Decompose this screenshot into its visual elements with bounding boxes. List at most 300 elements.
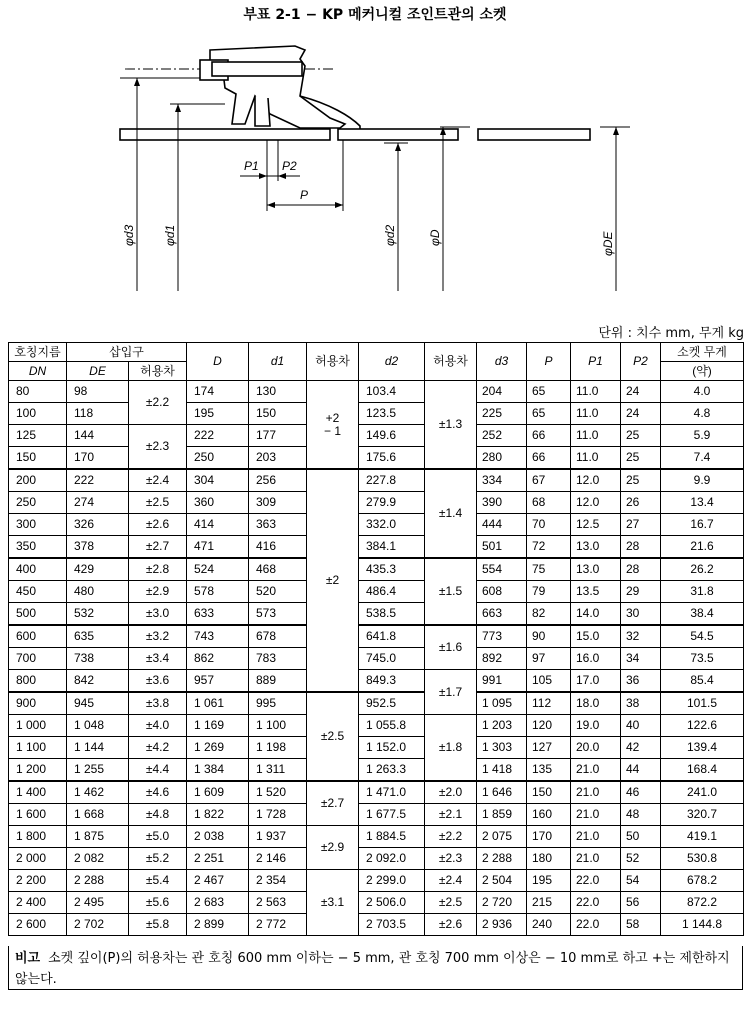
- cell-de-tol: [129, 603, 187, 626]
- cell-de-tol: [129, 558, 187, 581]
- cell-d2-tol: [425, 870, 477, 892]
- cell-dn: 700: [9, 648, 67, 670]
- cell-weight: 139.4: [661, 737, 744, 759]
- header-de: DE: [67, 362, 129, 381]
- cell-de: 945: [67, 692, 129, 715]
- cell-d2-tol-line: ±1.8: [438, 740, 463, 754]
- table-row: [9, 403, 744, 425]
- cell-d1: 573: [249, 603, 307, 626]
- cell-P1: 11.0: [571, 447, 621, 470]
- cell-P1: 12.5: [571, 514, 621, 536]
- cell-de: 98: [67, 381, 129, 403]
- cell-de-tol: [129, 848, 187, 870]
- cell-d1: 256: [249, 469, 307, 492]
- cell-D: 2 899: [187, 914, 249, 936]
- cell-P: 240: [527, 914, 571, 936]
- cell-D: 174: [187, 381, 249, 403]
- cell-d2-tol-line: ±2.1: [438, 807, 463, 821]
- cell-de: 1 875: [67, 826, 129, 848]
- table-row: [9, 781, 744, 804]
- cell-d1: 468: [249, 558, 307, 581]
- table-row: [9, 759, 744, 782]
- cell-d1-tol-line: +2: [325, 410, 340, 425]
- cell-de: 1 462: [67, 781, 129, 804]
- table-row: [9, 848, 744, 870]
- cell-d2: 486.4: [359, 581, 425, 603]
- cell-d2-tol: [425, 892, 477, 914]
- cell-D: 578: [187, 581, 249, 603]
- remark-text: 소켓 깊이(P)의 허용차는 관 호칭 600 mm 이하는 − 5 mm, 관 호칭 700 mm 이상은 − 10 mm로 하고 +는 제한하지 않는다.: [15, 951, 730, 987]
- cell-d1: 130: [249, 381, 307, 403]
- label-d3: φd3: [122, 224, 136, 246]
- cell-weight: 241.0: [661, 781, 744, 804]
- table-row: [9, 425, 744, 447]
- page-title: 부표 2-1 − KP 메커니컬 조인트관의 소켓: [243, 7, 507, 23]
- cell-P2: 38: [621, 692, 661, 715]
- cell-d3: 2 720: [477, 892, 527, 914]
- cell-de-tol-line: ±5.0: [145, 829, 170, 843]
- cell-dn: 600: [9, 625, 67, 648]
- cell-de: 2 495: [67, 892, 129, 914]
- cell-P1: 14.0: [571, 603, 621, 626]
- cell-d2-tol: [425, 381, 477, 470]
- cell-de: 429: [67, 558, 129, 581]
- cell-P2: 44: [621, 759, 661, 782]
- cell-P: 82: [527, 603, 571, 626]
- cell-weight: 101.5: [661, 692, 744, 715]
- cell-d1-tol-line: ±2.9: [320, 840, 345, 854]
- cell-D: 1 609: [187, 781, 249, 804]
- cell-d3: 1 203: [477, 715, 527, 737]
- socket-dimension-table: [8, 342, 744, 936]
- table-row: [9, 581, 744, 603]
- cell-de: 118: [67, 403, 129, 425]
- cell-de-tol: [129, 692, 187, 715]
- cell-P2: 56: [621, 892, 661, 914]
- cell-de: 1 668: [67, 804, 129, 826]
- cell-de-tol: [129, 425, 187, 470]
- cell-d2-tol-line: ±1.6: [438, 640, 463, 654]
- cell-dn: 150: [9, 447, 67, 470]
- table-row: [9, 381, 744, 403]
- label-D: φD: [428, 229, 442, 246]
- header-nominal: 호칭지름: [9, 343, 67, 362]
- cell-P1: 21.0: [571, 781, 621, 804]
- cell-d2: 123.5: [359, 403, 425, 425]
- cell-d3: 1 303: [477, 737, 527, 759]
- cell-de-tol-line: ±5.4: [145, 873, 170, 887]
- cell-de-tol: [129, 759, 187, 782]
- cell-P2: 25: [621, 469, 661, 492]
- table-row: [9, 492, 744, 514]
- cell-dn: 100: [9, 403, 67, 425]
- socket-drawing: [0, 36, 750, 316]
- cell-P: 79: [527, 581, 571, 603]
- header-d2: d2: [359, 343, 425, 381]
- cell-P1: 22.0: [571, 870, 621, 892]
- cell-P2: 46: [621, 781, 661, 804]
- cell-P1: 22.0: [571, 892, 621, 914]
- cell-P: 112: [527, 692, 571, 715]
- cell-d1: 177: [249, 425, 307, 447]
- cell-D: 250: [187, 447, 249, 470]
- cell-d2: 952.5: [359, 692, 425, 715]
- cell-P2: 34: [621, 648, 661, 670]
- cell-de-tol-line: ±2.4: [145, 473, 170, 487]
- cell-D: 360: [187, 492, 249, 514]
- cell-d3: 663: [477, 603, 527, 626]
- cell-d1: 203: [249, 447, 307, 470]
- cell-D: 1 269: [187, 737, 249, 759]
- cell-de-tol-line: ±2.8: [145, 562, 170, 576]
- cell-D: 195: [187, 403, 249, 425]
- cell-de-tol: [129, 804, 187, 826]
- cell-P2: 25: [621, 425, 661, 447]
- cell-dn: 1 400: [9, 781, 67, 804]
- cell-P: 170: [527, 826, 571, 848]
- cell-d2: 2 299.0: [359, 870, 425, 892]
- cell-d2-tol: [425, 804, 477, 826]
- cell-de: 532: [67, 603, 129, 626]
- cell-de-tol: [129, 892, 187, 914]
- cell-d3: 2 504: [477, 870, 527, 892]
- cell-de-tol-line: ±3.0: [145, 606, 170, 620]
- header-D: D: [187, 343, 249, 381]
- cell-P: 75: [527, 558, 571, 581]
- table-row: [9, 870, 744, 892]
- cell-de-tol-line: ±4.8: [145, 807, 170, 821]
- cell-dn: 800: [9, 670, 67, 693]
- label-P1: P1: [244, 159, 259, 173]
- cell-de-tol-line: ±4.0: [145, 718, 170, 732]
- cell-D: 2 251: [187, 848, 249, 870]
- cell-P1: 20.0: [571, 737, 621, 759]
- cell-de-tol-line: ±2.2: [145, 395, 170, 409]
- cell-d2-tol: [425, 848, 477, 870]
- cell-P2: 25: [621, 447, 661, 470]
- cell-weight: 38.4: [661, 603, 744, 626]
- cell-P2: 58: [621, 914, 661, 936]
- header-P2: P2: [621, 343, 661, 381]
- cell-D: 1 061: [187, 692, 249, 715]
- cell-dn: 2 400: [9, 892, 67, 914]
- cell-d1: 309: [249, 492, 307, 514]
- cell-d1: 889: [249, 670, 307, 693]
- cell-de-tol: [129, 914, 187, 936]
- cell-d3: 280: [477, 447, 527, 470]
- remark-box: [8, 946, 743, 990]
- header-P: P: [527, 343, 571, 381]
- cell-d2-tol: [425, 558, 477, 625]
- cell-d1: 995: [249, 692, 307, 715]
- cell-de-tol-line: ±4.2: [145, 740, 170, 754]
- label-d1: φd1: [163, 224, 177, 246]
- cell-d2: 1 055.8: [359, 715, 425, 737]
- cell-P1: 17.0: [571, 670, 621, 693]
- cell-de: 2 288: [67, 870, 129, 892]
- cell-weight: 678.2: [661, 870, 744, 892]
- cell-d1-tol-line: ±3.1: [320, 895, 345, 909]
- cell-de: 1 048: [67, 715, 129, 737]
- table-row: [9, 670, 744, 693]
- cell-d3: 501: [477, 536, 527, 559]
- cell-d1-tol: [307, 781, 359, 826]
- cell-de-tol-line: ±2.5: [145, 495, 170, 509]
- cell-D: 524: [187, 558, 249, 581]
- cell-de-tol: [129, 536, 187, 559]
- cell-D: 633: [187, 603, 249, 626]
- cell-d3: 390: [477, 492, 527, 514]
- cell-de-tol-line: ±5.6: [145, 895, 170, 909]
- cell-d1: 416: [249, 536, 307, 559]
- header-dn: DN: [9, 362, 67, 381]
- cell-P: 66: [527, 425, 571, 447]
- cell-weight: 9.9: [661, 469, 744, 492]
- cell-weight: 73.5: [661, 648, 744, 670]
- table-row: [9, 914, 744, 936]
- cell-d3: 334: [477, 469, 527, 492]
- header-tol-d1: 허용차: [307, 343, 359, 381]
- cell-d3: 991: [477, 670, 527, 693]
- header-d1: d1: [249, 343, 307, 381]
- header-P1: P1: [571, 343, 621, 381]
- cell-dn: 2 000: [9, 848, 67, 870]
- cell-d2-tol-line: ±1.5: [438, 584, 463, 598]
- cell-weight: 1 144.8: [661, 914, 744, 936]
- cell-d2: 1 471.0: [359, 781, 425, 804]
- cell-dn: 500: [9, 603, 67, 626]
- cell-de-tol: [129, 670, 187, 693]
- table-row: [9, 625, 744, 648]
- cell-d2-tol: [425, 469, 477, 558]
- cell-P2: 24: [621, 381, 661, 403]
- cell-D: 862: [187, 648, 249, 670]
- cell-de: 1 255: [67, 759, 129, 782]
- cell-d2: 227.8: [359, 469, 425, 492]
- cell-P1: 21.0: [571, 848, 621, 870]
- table-row: [9, 603, 744, 626]
- cell-P1: 21.0: [571, 826, 621, 848]
- cell-d1: 1 728: [249, 804, 307, 826]
- cell-D: 1 384: [187, 759, 249, 782]
- table-row: [9, 558, 744, 581]
- cell-de: 170: [67, 447, 129, 470]
- cell-d2: 332.0: [359, 514, 425, 536]
- cell-de-tol-line: ±3.2: [145, 629, 170, 643]
- cell-weight: 31.8: [661, 581, 744, 603]
- cell-de-tol: [129, 381, 187, 425]
- cell-dn: 200: [9, 469, 67, 492]
- cell-de: 842: [67, 670, 129, 693]
- cell-d2: 849.3: [359, 670, 425, 693]
- cell-P2: 28: [621, 558, 661, 581]
- cell-de-tol: [129, 781, 187, 804]
- cell-P2: 40: [621, 715, 661, 737]
- cell-de: 378: [67, 536, 129, 559]
- cell-P2: 30: [621, 603, 661, 626]
- cell-de: 738: [67, 648, 129, 670]
- cell-dn: 400: [9, 558, 67, 581]
- cell-de-tol: [129, 625, 187, 648]
- cell-P: 67: [527, 469, 571, 492]
- cell-d1: 783: [249, 648, 307, 670]
- cell-d1: 2 563: [249, 892, 307, 914]
- cell-P: 195: [527, 870, 571, 892]
- cell-de-tol: [129, 826, 187, 848]
- cell-D: 471: [187, 536, 249, 559]
- cell-P2: 48: [621, 804, 661, 826]
- header-tol-d2: 허용차: [425, 343, 477, 381]
- cell-d1-tol: [307, 381, 359, 470]
- cell-dn: 300: [9, 514, 67, 536]
- cell-P1: 11.0: [571, 403, 621, 425]
- cell-d1: 678: [249, 625, 307, 648]
- cell-P: 65: [527, 381, 571, 403]
- header-tol-de: 허용차: [129, 362, 187, 381]
- cell-de: 274: [67, 492, 129, 514]
- cell-P2: 29: [621, 581, 661, 603]
- cell-d1: 2 772: [249, 914, 307, 936]
- table-row: [9, 892, 744, 914]
- cell-weight: 13.4: [661, 492, 744, 514]
- cell-d3: 444: [477, 514, 527, 536]
- table-row: [9, 804, 744, 826]
- cell-de-tol-line: ±5.8: [145, 917, 170, 931]
- cell-dn: 1 000: [9, 715, 67, 737]
- cell-d3: 773: [477, 625, 527, 648]
- cell-d1-tol-line: − 1: [323, 423, 341, 438]
- label-P2: P2: [282, 159, 297, 173]
- unit-note: 단위 : 치수 mm, 무게 kg: [598, 326, 744, 341]
- cell-weight: 4.0: [661, 381, 744, 403]
- cell-d2-tol-line: ±1.4: [438, 506, 463, 520]
- cell-weight: 168.4: [661, 759, 744, 782]
- cell-d2-tol-line: ±1.7: [438, 684, 463, 699]
- cell-de-tol: [129, 581, 187, 603]
- cell-d3: 2 075: [477, 826, 527, 848]
- cell-P1: 12.0: [571, 469, 621, 492]
- cell-d2-tol: [425, 914, 477, 936]
- cell-d2-tol-line: ±2.2: [438, 829, 463, 843]
- cell-P: 65: [527, 403, 571, 425]
- cell-d2: 641.8: [359, 625, 425, 648]
- cell-dn: 1 800: [9, 826, 67, 848]
- cell-P2: 50: [621, 826, 661, 848]
- cell-d3: 252: [477, 425, 527, 447]
- cell-d2: 538.5: [359, 603, 425, 626]
- cell-de-tol-line: ±3.6: [145, 673, 170, 687]
- cell-P1: 11.0: [571, 425, 621, 447]
- cell-D: 2 038: [187, 826, 249, 848]
- cell-d3: 892: [477, 648, 527, 670]
- cell-P1: 22.0: [571, 914, 621, 936]
- cell-weight: 530.8: [661, 848, 744, 870]
- cell-P: 70: [527, 514, 571, 536]
- cell-de: 326: [67, 514, 129, 536]
- cell-d2-tol-line: ±2.4: [438, 873, 463, 887]
- cell-d2: 2 703.5: [359, 914, 425, 936]
- cell-D: 222: [187, 425, 249, 447]
- cell-P: 127: [527, 737, 571, 759]
- cell-d1-tol: [307, 469, 359, 692]
- cell-d1: 1 198: [249, 737, 307, 759]
- cell-weight: 54.5: [661, 625, 744, 648]
- cell-P2: 36: [621, 670, 661, 693]
- cell-d2-tol: [425, 670, 477, 715]
- table-row: [9, 514, 744, 536]
- table-row: [9, 447, 744, 470]
- cell-P1: 13.5: [571, 581, 621, 603]
- cell-d2: 279.9: [359, 492, 425, 514]
- cell-dn: 450: [9, 581, 67, 603]
- cell-d2: 103.4: [359, 381, 425, 403]
- cell-dn: 900: [9, 692, 67, 715]
- cell-P2: 42: [621, 737, 661, 759]
- remark-label: 비고: [15, 951, 41, 966]
- table-row: [9, 648, 744, 670]
- cell-dn: 125: [9, 425, 67, 447]
- cell-D: 2 467: [187, 870, 249, 892]
- cell-P2: 32: [621, 625, 661, 648]
- cell-d2-tol: [425, 781, 477, 804]
- cell-de-tol-line: ±5.2: [145, 851, 170, 865]
- cell-d2: 1 152.0: [359, 737, 425, 759]
- cell-dn: 1 600: [9, 804, 67, 826]
- cell-D: 743: [187, 625, 249, 648]
- cell-d3: 1 646: [477, 781, 527, 804]
- header-spigot: 삽입구: [67, 343, 187, 362]
- cell-P1: 13.0: [571, 536, 621, 559]
- cell-P: 180: [527, 848, 571, 870]
- cell-dn: 250: [9, 492, 67, 514]
- cell-weight: 4.8: [661, 403, 744, 425]
- cell-de-tol-line: ±2.9: [145, 584, 170, 598]
- cell-weight: 122.6: [661, 715, 744, 737]
- cell-P1: 19.0: [571, 715, 621, 737]
- cell-weight: 26.2: [661, 558, 744, 581]
- cell-weight: 21.6: [661, 536, 744, 559]
- cell-dn: 2 200: [9, 870, 67, 892]
- cell-de: 1 144: [67, 737, 129, 759]
- cell-P: 105: [527, 670, 571, 693]
- cell-d2-tol-line: ±1.3: [438, 417, 463, 431]
- cell-d2: 384.1: [359, 536, 425, 559]
- cell-P: 160: [527, 804, 571, 826]
- cell-d2: 2 506.0: [359, 892, 425, 914]
- cell-d2: 745.0: [359, 648, 425, 670]
- cell-P1: 21.0: [571, 759, 621, 782]
- cell-de: 144: [67, 425, 129, 447]
- cell-de: 2 702: [67, 914, 129, 936]
- cell-d2: 149.6: [359, 425, 425, 447]
- cell-d2-tol-line: ±2.5: [438, 895, 463, 909]
- cell-weight: 85.4: [661, 670, 744, 693]
- cell-weight: 7.4: [661, 447, 744, 470]
- cell-P1: 18.0: [571, 692, 621, 715]
- table-row: [9, 469, 744, 492]
- cell-d2-tol: [425, 826, 477, 848]
- cell-dn: 1 200: [9, 759, 67, 782]
- label-DE: φDE: [601, 231, 615, 256]
- cell-P1: 16.0: [571, 648, 621, 670]
- cell-de-tol: [129, 737, 187, 759]
- cell-d1-tol: [307, 826, 359, 870]
- cell-de-tol: [129, 648, 187, 670]
- cell-weight: 872.2: [661, 892, 744, 914]
- cell-d2: 1 677.5: [359, 804, 425, 826]
- cell-d3: 2 936: [477, 914, 527, 936]
- cell-P2: 24: [621, 403, 661, 425]
